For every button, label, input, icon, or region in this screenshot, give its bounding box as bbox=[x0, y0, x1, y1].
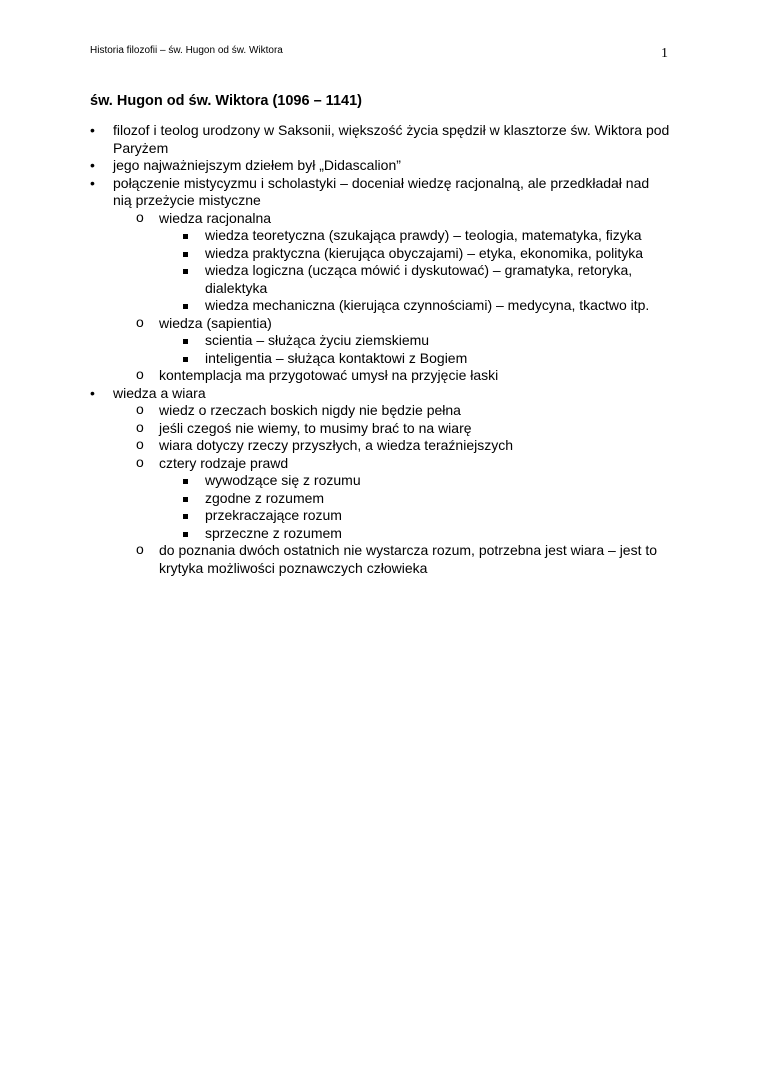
list-item-text: wiedza logiczna (ucząca mówić i dyskutować) – gramatyka, retoryka, dialektyka bbox=[205, 262, 633, 296]
bullet-marker: • bbox=[90, 174, 95, 191]
list-item bbox=[90, 490, 670, 508]
square-bullet-icon bbox=[183, 479, 188, 484]
list-item bbox=[90, 542, 670, 577]
outline-list bbox=[90, 122, 670, 577]
list-item-text: wiedz o rzeczach boskich nigdy nie będzie pełna bbox=[159, 402, 461, 418]
circle-marker: o bbox=[136, 453, 144, 470]
list-item bbox=[90, 402, 670, 420]
document-title: św. Hugon od św. Wiktora (1096 – 1141) bbox=[90, 93, 362, 109]
bullet-marker: • bbox=[90, 157, 95, 173]
square-bullet-icon bbox=[183, 339, 188, 344]
list-item-text: wiara dotyczy rzeczy przyszłych, a wiedza teraźniejszych bbox=[159, 437, 514, 453]
list-item-text: wiedza teoretyczna (szukająca prawdy) – teologia, matematyka, fizyka bbox=[205, 227, 642, 243]
list-item bbox=[90, 525, 670, 543]
circle-marker: o bbox=[136, 208, 144, 225]
square-bullet-icon bbox=[183, 514, 188, 519]
list-item bbox=[90, 350, 670, 368]
square-bullet-icon bbox=[183, 252, 188, 257]
running-header: Historia filozofii – św. Hugon od św. Wiktora bbox=[90, 45, 283, 56]
list-item bbox=[90, 385, 670, 403]
list-item bbox=[90, 227, 670, 245]
list-item-text: wywodzące się z rozumu bbox=[205, 472, 361, 488]
list-item-text: połączenie mistycyzmu i scholastyki – doceniał wiedzę racjonalną, ale przedkładał nad nią przeżycie mistyczne bbox=[113, 174, 650, 208]
list-item bbox=[90, 157, 670, 175]
page-number: 1 bbox=[661, 46, 668, 61]
list-item-text: wiedza racjonalna bbox=[159, 209, 272, 226]
list-item-text: inteligentia – służąca kontaktowi z Bogiem bbox=[205, 349, 468, 366]
bullet-marker: • bbox=[90, 384, 95, 401]
list-item bbox=[90, 420, 670, 438]
list-item bbox=[90, 315, 670, 333]
square-bullet-icon bbox=[183, 497, 188, 502]
list-item-text: jego najważniejszym dziełem był „Didascalion” bbox=[113, 157, 401, 173]
list-item bbox=[90, 437, 670, 455]
list-item bbox=[90, 472, 670, 490]
list-item-text: wiedza praktyczna (kierująca obyczajami) – etyka, ekonomika, polityka bbox=[205, 244, 644, 261]
list-item bbox=[90, 262, 670, 297]
list-item bbox=[90, 122, 670, 157]
circle-marker: o bbox=[136, 541, 144, 557]
circle-marker: o bbox=[136, 313, 144, 330]
list-item-text: sprzeczne z rozumem bbox=[205, 524, 342, 541]
list-item bbox=[90, 210, 670, 228]
circle-marker: o bbox=[136, 401, 144, 417]
list-item-text: do poznania dwóch ostatnich nie wystarcza rozum, potrzebna jest wiara – jest to krytyka możliwości poznawczych człowieka bbox=[159, 542, 658, 576]
list-item bbox=[90, 507, 670, 525]
list-item-text: wiedza a wiara bbox=[113, 384, 206, 401]
list-item-text: jeśli czegoś nie wiemy, to musimy brać to na wiarę bbox=[159, 419, 472, 436]
circle-marker: o bbox=[136, 436, 144, 452]
list-item-text: przekraczające rozum bbox=[205, 507, 342, 523]
square-bullet-icon bbox=[183, 234, 188, 239]
circle-marker: o bbox=[136, 366, 144, 382]
square-bullet-icon bbox=[183, 269, 188, 274]
list-item-text: kontemplacja ma przygotować umysł na przyjęcie łaski bbox=[159, 367, 499, 383]
bullet-marker: • bbox=[90, 122, 95, 138]
list-item bbox=[90, 332, 670, 350]
list-item-text: filozof i teolog urodzony w Saksonii, większość życia spędził w klasztorze św. Wiktora pod Paryżem bbox=[113, 122, 670, 156]
list-item bbox=[90, 455, 670, 473]
list-item-text: scientia – służąca życiu ziemskiemu bbox=[205, 332, 430, 348]
square-bullet-icon bbox=[183, 357, 188, 362]
list-item bbox=[90, 175, 670, 210]
circle-marker: o bbox=[136, 418, 144, 435]
list-item bbox=[90, 367, 670, 385]
list-item bbox=[90, 245, 670, 263]
list-item bbox=[90, 297, 670, 315]
list-item-text: wiedza (sapientia) bbox=[159, 314, 272, 331]
square-bullet-icon bbox=[183, 304, 188, 309]
square-bullet-icon bbox=[183, 532, 188, 537]
list-item-text: wiedza mechaniczna (kierująca czynnościami) – medycyna, tkactwo itp. bbox=[205, 297, 650, 313]
list-item-text: zgodne z rozumem bbox=[205, 489, 325, 506]
list-item-text: cztery rodzaje prawd bbox=[159, 454, 289, 471]
